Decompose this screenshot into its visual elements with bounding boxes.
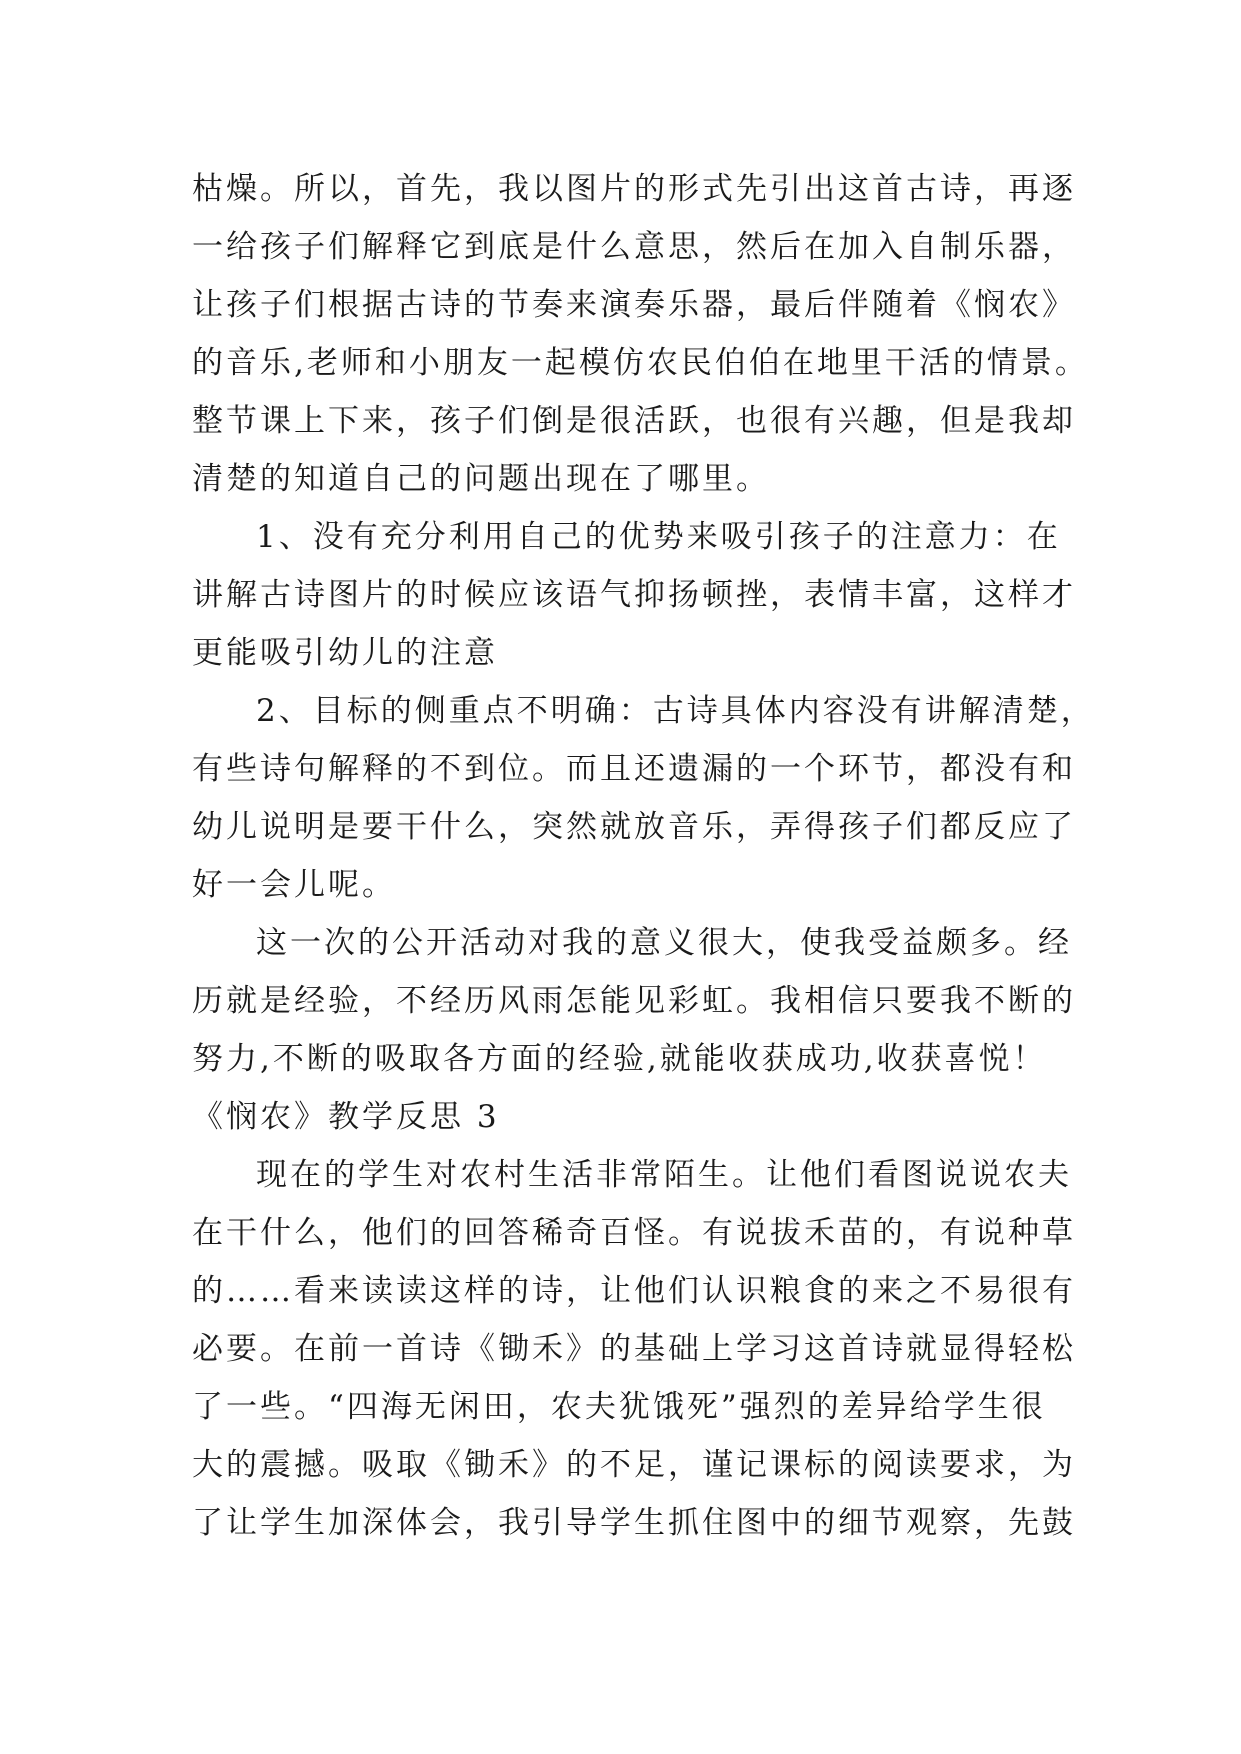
- text-line: 幼儿说明是要干什么，突然就放音乐，弄得孩子们都反应了: [192, 809, 1076, 845]
- text-line: 有些诗句解释的不到位。而且还遗漏的一个环节，都没有和: [192, 751, 1076, 787]
- text-line: 让孩子们根据古诗的节奏来演奏乐器，最后伴随着《悯农》: [192, 287, 1076, 323]
- document-body: [192, 160, 1095, 1552]
- text-line: 了一些。“四海无闲田，农夫犹饿死”强烈的差异给学生很: [192, 1389, 1046, 1425]
- text-line: 好一会儿呢。: [192, 867, 396, 903]
- text-line: 了让学生加深体会，我引导学生抓住图中的细节观察，先鼓: [192, 1505, 1076, 1541]
- text-line: 1、没有充分利用自己的优势来吸引孩子的注意力：在: [256, 519, 1061, 555]
- text-line: 《悯农》教学反思 3: [192, 1099, 500, 1135]
- text-line: 大的震撼。吸取《锄禾》的不足，谨记课标的阅读要求，为: [192, 1447, 1076, 1483]
- text-line: 整节课上下来，孩子们倒是很活跃，也很有兴趣，但是我却: [192, 403, 1076, 439]
- text-line: 枯燥。所以，首先，我以图片的形式先引出这首古诗，再逐: [192, 171, 1076, 207]
- text-line: 历就是经验，不经历风雨怎能见彩虹。我相信只要我不断的: [192, 983, 1076, 1019]
- text-line: 清楚的知道自己的问题出现在了哪里。: [192, 461, 770, 497]
- text-line: 一给孩子们解释它到底是什么意思，然后在加入自制乐器，: [192, 229, 1076, 265]
- text-line: 更能吸引幼儿的注意: [192, 635, 498, 671]
- text-line: 2、目标的侧重点不明确：古诗具体内容没有讲解清楚，: [256, 693, 1095, 729]
- text-line: 努力,不断的吸取各方面的经验,就能收获成功,收获喜悦！: [192, 1041, 1047, 1077]
- text-line: 的音乐,老师和小朋友一起模仿农民伯伯在地里干活的情景。: [192, 345, 1089, 381]
- text-line: 的……看来读读这样的诗，让他们认识粮食的来之不易很有: [192, 1273, 1076, 1309]
- text-line: 在干什么，他们的回答稀奇百怪。有说拔禾苗的，有说种草: [192, 1215, 1076, 1251]
- text-line: 必要。在前一首诗《锄禾》的基础上学习这首诗就显得轻松: [192, 1331, 1076, 1367]
- text-line: 讲解古诗图片的时候应该语气抑扬顿挫，表情丰富，这样才: [192, 577, 1076, 613]
- text-line: 现在的学生对农村生活非常陌生。让他们看图说说农夫: [256, 1157, 1072, 1193]
- text-line: 这一次的公开活动对我的意义很大，使我受益颇多。经: [256, 925, 1072, 961]
